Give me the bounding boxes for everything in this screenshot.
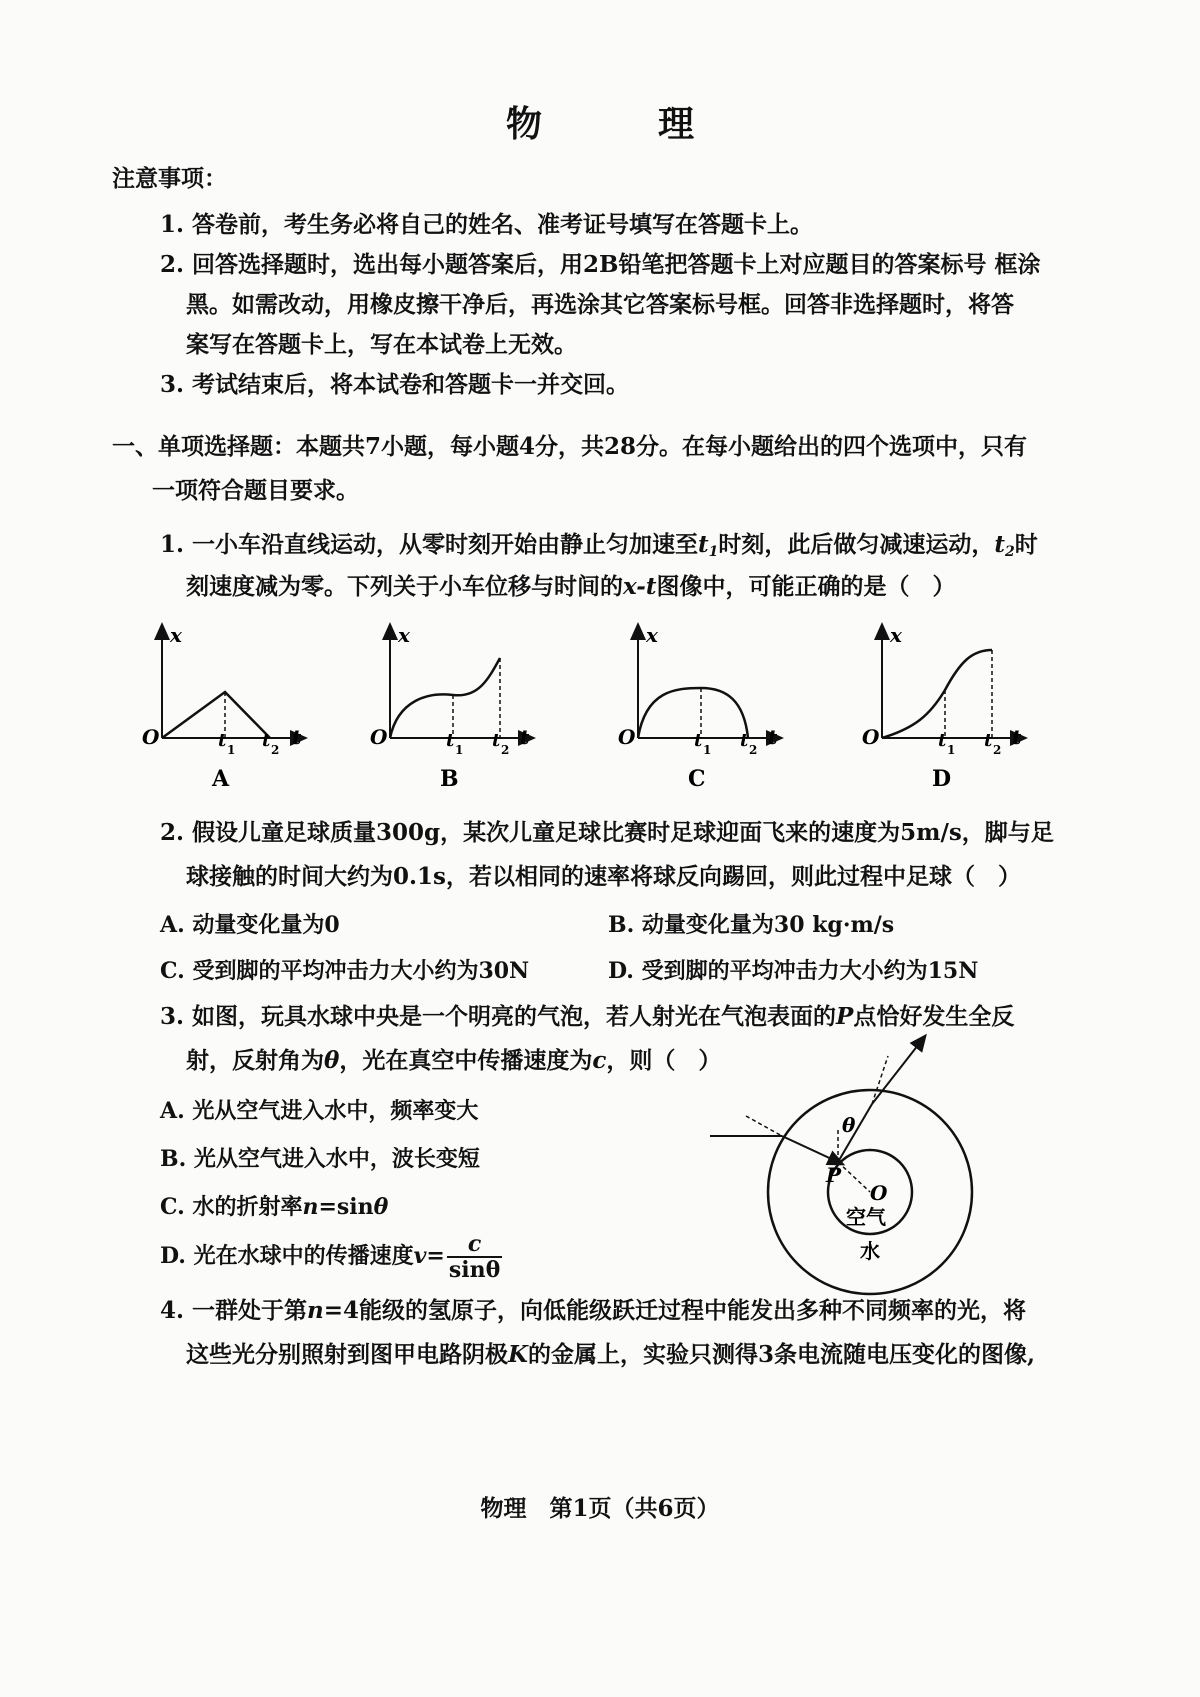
graph-d-t1: t: [938, 730, 947, 751]
q4-k: K: [508, 1341, 528, 1368]
fig-p: P: [826, 1163, 842, 1187]
q1-t2-sub: 2: [1005, 544, 1015, 560]
q3-figure: [710, 1032, 1040, 1302]
q1-xt: x-t: [623, 573, 657, 600]
graph-a: [142, 623, 302, 792]
q3-text-e: ，则（ ）: [606, 1047, 722, 1074]
section-heading: 一、单项选择题：本题共7小题，每小题4分，共28分。在每小题给出的四个选项中，只有: [112, 433, 1028, 460]
q3-option-b: B. 光从空气进入水中，波长变短: [160, 1146, 480, 1172]
graph-d-t2-sub: 2: [993, 743, 1002, 757]
question-2-line2: 球接触的时间大约为0.1s，若以相同的速率将球反向踢回，则此过程中足球（ ）: [186, 863, 1021, 890]
q3-opt-d-text: D. 光在水球中的传播速度: [160, 1243, 414, 1269]
q3-opt-d-eq: =: [426, 1243, 445, 1269]
normal-dashed: [746, 1116, 782, 1136]
page-title: 物 理: [505, 103, 734, 145]
graph-b-t-label: t: [520, 725, 530, 749]
graph-b: [370, 623, 530, 792]
q3-opt-d-fraction: [447, 1232, 502, 1282]
question-3-line2: [186, 1046, 721, 1076]
graph-b-t2-sub: 2: [501, 743, 510, 757]
q3-text-a: 3. 如图，玩具水球中央是一个明亮的气泡，若人射光在气泡表面的: [160, 1003, 837, 1030]
q4-text-d: 的金属上，实验只测得3条电流随电压变化的图像,: [528, 1341, 1036, 1368]
notice-item-3: 3. 考试结束后，将本试卷和答题卡一并交回。: [160, 371, 630, 398]
q1-graphs: [140, 620, 1100, 820]
page-footer: 物理 第1页（共6页）: [480, 1495, 720, 1522]
q3-option-d: [160, 1230, 502, 1282]
q2-option-b: B. 动量变化量为30 kg·m/s: [608, 912, 895, 938]
q1-t2: t: [994, 531, 1006, 558]
q3-opt-c-text: C. 水的折射率: [160, 1194, 303, 1220]
question-4-line2: [186, 1340, 1035, 1370]
graph-b-t2: t: [492, 730, 501, 751]
question-1-line1: [160, 530, 1038, 567]
q1-text-d: 刻速度减为零。下列关于小车位移与时间的: [186, 573, 623, 600]
q3-opt-c-theta: θ: [373, 1194, 389, 1220]
graph-b-t1-sub: 1: [455, 743, 464, 757]
q4-n: n: [307, 1297, 324, 1324]
section-heading-cont: 一项符合题目要求。: [152, 477, 359, 504]
graph-b-t1: t: [446, 730, 455, 751]
fig-o: O: [870, 1181, 888, 1205]
refracted-ray: [782, 1136, 838, 1162]
q3-option-a: A. 光从空气进入水中，频率变大: [160, 1098, 479, 1124]
fig-water-label: 水: [860, 1239, 880, 1263]
notice-item-2: 2. 回答选择题时，选出每小题答案后，用2B铅笔把答题卡上对应题目的答案标号 框涂: [160, 251, 1041, 278]
graph-a-t2: t: [262, 730, 271, 751]
fig-air-label: 空气: [846, 1205, 886, 1229]
question-4-line1: [160, 1296, 1026, 1326]
graph-b-origin: O: [370, 725, 388, 749]
graph-a-origin: O: [142, 725, 160, 749]
graph-c-t1-sub: 1: [703, 743, 712, 757]
q1-t1-sub: 1: [708, 544, 719, 560]
q3-opt-d-v: v: [413, 1243, 427, 1269]
notice-item-2-cont: 黑。如需改动，用橡皮擦干净后，再选涂其它答案标号框。回答非选择题时，将答: [186, 291, 1014, 318]
graph-a-t2-sub: 2: [271, 743, 280, 757]
q2-option-a: A. 动量变化量为0: [160, 912, 340, 938]
graph-b-x-label: x: [398, 623, 410, 647]
graph-c: [618, 623, 778, 792]
graph-c-letter: C: [688, 766, 706, 792]
graph-d-letter: D: [932, 766, 952, 792]
graph-c-origin: O: [618, 725, 636, 749]
graph-d-origin: O: [862, 725, 880, 749]
q3-opt-c-eq: =sin: [318, 1194, 374, 1220]
q3-opt-c-n: n: [302, 1194, 319, 1220]
graph-c-t2-sub: 2: [749, 743, 758, 757]
q1-text-a: 1. 一小车沿直线运动，从零时刻开始由静止匀加速至: [160, 531, 699, 558]
graph-d: [862, 623, 1022, 792]
q4-text-c: 这些光分别照射到图甲电路阴极: [186, 1341, 508, 1368]
q1-t1: t: [698, 531, 709, 558]
q3-text-b: 点恰好发生全反: [853, 1003, 1015, 1030]
q3-text-d: ，光在真空中传播速度为: [339, 1047, 593, 1074]
q4-text-b: =4能级的氢原子，向低能级跃迁过程中能发出多种不同频率的光，将: [323, 1297, 1027, 1324]
question-1-line2: [186, 572, 955, 602]
graph-b-letter: B: [440, 766, 459, 792]
graph-a-x-label: x: [170, 623, 182, 647]
q1-text-c: 时: [1014, 531, 1038, 558]
graph-a-t1-sub: 1: [227, 743, 236, 757]
graph-d-t-label: t: [1012, 725, 1022, 749]
graph-a-t-label: t: [292, 725, 302, 749]
q4-text-a: 4. 一群处于第: [160, 1297, 308, 1324]
q3-option-c: [160, 1192, 388, 1222]
q1-text-e: 图像中，可能正确的是（ ）: [656, 573, 956, 600]
graph-d-x-label: x: [890, 623, 902, 647]
fig-theta: θ: [842, 1113, 856, 1137]
q3-c: c: [592, 1047, 607, 1074]
graph-c-x-label: x: [646, 623, 658, 647]
question-3-line1: [160, 1002, 1014, 1032]
graph-d-t1-sub: 1: [947, 743, 956, 757]
normal-to-center: [838, 1162, 870, 1192]
graph-a-t1: t: [218, 730, 227, 751]
q2-option-c: C. 受到脚的平均冲击力大小约为30N: [160, 958, 530, 984]
q2-option-d: D. 受到脚的平均冲击力大小约为15N: [608, 958, 979, 984]
question-2-line1: 2. 假设儿童足球质量300g，某次儿童足球比赛时足球迎面飞来的速度为5m/s，脚与足: [160, 819, 1054, 846]
graph-c-t2: t: [740, 730, 749, 751]
graph-c-t-label: t: [768, 725, 778, 749]
q1-text-b: 时刻，此后做匀减速运动，: [718, 531, 995, 558]
graph-a-letter: A: [212, 766, 230, 792]
q3-opt-d-num: c: [447, 1232, 502, 1258]
graph-d-t2: t: [984, 730, 993, 751]
notice-item-2-cont2: 案写在答题卡上，写在本试卷上无效。: [186, 331, 577, 358]
notice-item-1: 1. 答卷前，考生务必将自己的姓名、准考证号填写在答题卡上。: [160, 211, 814, 238]
notice-heading: 注意事项：: [112, 165, 227, 192]
graph-c-t1: t: [694, 730, 703, 751]
q3-opt-d-den: sinθ: [448, 1257, 501, 1283]
exit-normal: [872, 1056, 888, 1104]
q3-theta: θ: [324, 1047, 340, 1074]
q3-text-c: 射，反射角为: [186, 1047, 324, 1074]
q3-p: P: [836, 1003, 854, 1030]
